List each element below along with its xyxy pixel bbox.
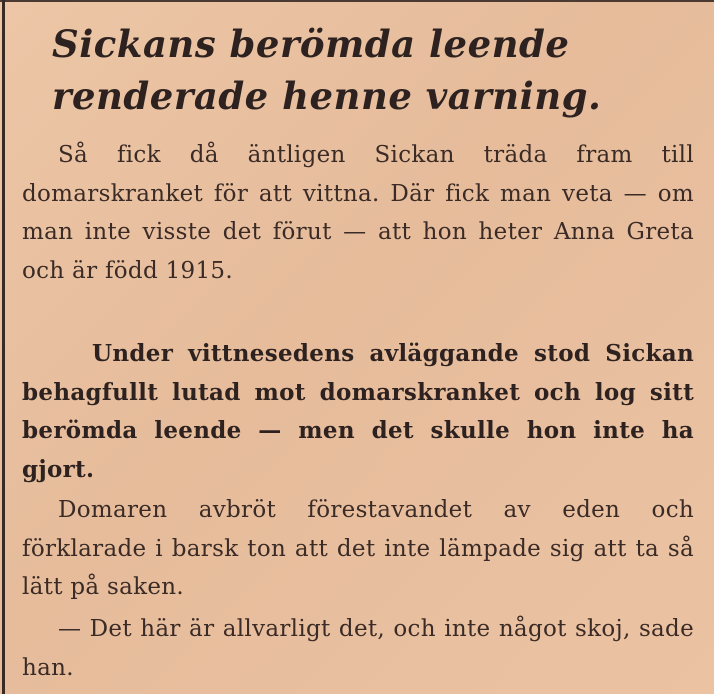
article-paragraph-1: Så fick då äntligen Sickan träda fram till domarskranket för att vittna. Där fick man veta — om man inte visste det förut — att hon heter Anna Greta och är född 1915. xyxy=(22,142,694,284)
left-column-rule xyxy=(2,0,5,694)
article-paragraph-2: Under vittnesedens avläggande stod Sickan behagfullt lutad mot domarskranket och log sitt berömda leende — men det skulle hon inte ha gjort. xyxy=(22,340,694,483)
top-border-rule xyxy=(0,0,714,2)
article-headline: Sickans berömda leende renderade henne varning. xyxy=(52,22,602,118)
article-paragraph-3: Domaren avbröt förestavandet av eden och förklarade i barsk ton att det inte lämpade sig att ta så lätt på saken. xyxy=(22,497,694,600)
article-paragraph-4: — Det här är allvarligt det, och inte något skoj, sade han. xyxy=(22,616,694,681)
